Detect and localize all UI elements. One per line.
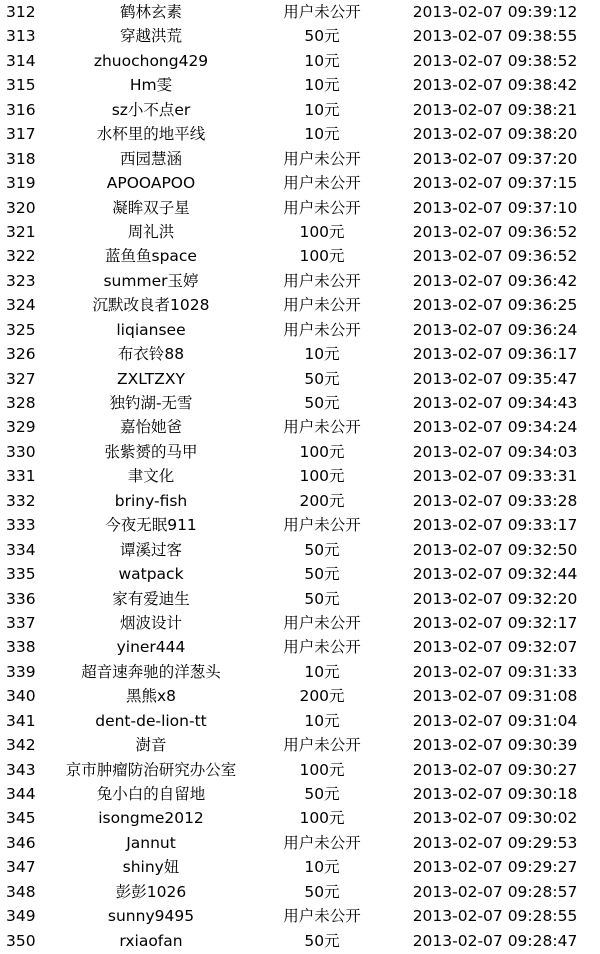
table-row	[0, 513, 600, 537]
row-number: 326	[6, 345, 36, 364]
donation-amount: 10元	[304, 76, 340, 95]
donation-amount: 50元	[304, 785, 340, 803]
table-row	[0, 782, 600, 806]
donation-time: 2013-02-07 09:39:12	[412, 3, 578, 21]
row-number: 337	[6, 613, 36, 632]
donation-amount: 10元	[304, 125, 340, 144]
row-number: 321	[6, 222, 36, 241]
donor-name: watpack	[118, 565, 184, 584]
donor-name: 澍音	[135, 736, 167, 755]
table-row	[0, 440, 600, 464]
table-row	[0, 0, 600, 24]
table-row	[0, 660, 600, 684]
table-row	[0, 831, 600, 855]
donation-amount: 50元	[304, 394, 340, 412]
donation-time: 2013-02-07 09:36:52	[412, 222, 578, 241]
donation-amount: 50元	[304, 369, 340, 388]
donor-name: 黑熊x8	[125, 687, 177, 706]
donor-name: 水杯里的地平线	[96, 125, 206, 144]
donation-amount: 50元	[304, 882, 340, 901]
table-row	[0, 684, 600, 708]
row-number: 336	[6, 589, 36, 608]
donation-amount: 用户未公开	[283, 418, 361, 437]
table-row	[0, 147, 600, 171]
row-number: 339	[6, 662, 36, 681]
donation-time: 2013-02-07 09:31:08	[412, 687, 578, 706]
donor-name: 蓝鱼鱼space	[105, 247, 197, 266]
donation-time: 2013-02-07 09:37:15	[412, 174, 578, 193]
donation-amount: 用户未公开	[283, 174, 361, 193]
table-row	[0, 367, 600, 391]
donation-amount: 200元	[299, 491, 345, 510]
donation-amount: 用户未公开	[283, 198, 361, 217]
row-number: 338	[6, 638, 36, 657]
donation-amount: 用户未公开	[283, 736, 361, 755]
donation-time: 2013-02-07 09:38:55	[412, 27, 578, 46]
donor-name: isongme2012	[98, 809, 204, 828]
table-row	[0, 611, 600, 635]
table-row	[0, 929, 600, 953]
table-row	[0, 635, 600, 659]
donation-amount: 100元	[299, 809, 345, 828]
donation-amount: 100元	[299, 760, 345, 779]
row-number: 319	[6, 174, 36, 193]
table-row	[0, 880, 600, 904]
donation-time: 2013-02-07 09:30:18	[412, 785, 578, 803]
donation-amount: 50元	[304, 589, 340, 608]
donor-name: rxiaofan	[119, 931, 183, 950]
donor-name: yiner444	[116, 638, 186, 657]
donation-time: 2013-02-07 09:30:39	[412, 736, 578, 755]
donor-name: Hm雯	[129, 76, 173, 95]
donor-name: 超音速奔驰的洋葱头	[81, 662, 221, 681]
donor-name: sz小不点er	[111, 100, 191, 119]
donor-name: APOOAPOO	[106, 174, 196, 193]
row-number: 332	[6, 491, 36, 510]
donor-name: briny-fish	[114, 491, 188, 510]
donation-time: 2013-02-07 09:29:27	[412, 858, 578, 877]
donation-amount: 用户未公开	[283, 907, 361, 926]
row-number: 318	[6, 149, 36, 168]
table-row	[0, 538, 600, 562]
donation-time: 2013-02-07 09:32:20	[412, 589, 578, 608]
donation-time: 2013-02-07 09:30:27	[412, 760, 578, 779]
donation-time: 2013-02-07 09:33:31	[412, 467, 578, 486]
table-row	[0, 122, 600, 146]
donation-time: 2013-02-07 09:32:44	[412, 565, 578, 584]
donation-amount: 100元	[299, 247, 345, 266]
row-number: 316	[6, 100, 36, 119]
table-row	[0, 244, 600, 268]
row-number: 334	[6, 540, 36, 559]
donor-name: 鹤林玄素	[119, 3, 182, 21]
donor-name: ZXLTZXY	[117, 369, 185, 388]
row-number: 342	[6, 736, 36, 755]
row-number: 349	[6, 907, 36, 926]
table-row	[0, 98, 600, 122]
row-number: 333	[6, 516, 36, 535]
donor-name: Jannut	[126, 833, 176, 852]
donation-time: 2013-02-07 09:30:02	[412, 809, 578, 828]
table-row	[0, 587, 600, 611]
donation-time: 2013-02-07 09:38:52	[412, 51, 578, 70]
row-number: 324	[6, 296, 36, 315]
row-number: 313	[6, 27, 36, 46]
donor-name: 张紫赟的马甲	[104, 442, 198, 461]
donation-amount: 50元	[304, 540, 340, 559]
donation-time: 2013-02-07 09:35:47	[412, 369, 578, 388]
donor-name: 西园慧涵	[119, 149, 182, 168]
donation-time: 2013-02-07 09:28:55	[412, 907, 578, 926]
donor-name: liqiansee	[116, 320, 186, 339]
row-number: 325	[6, 320, 36, 339]
donation-amount: 50元	[304, 931, 340, 950]
donation-amount: 10元	[304, 858, 340, 877]
row-number: 348	[6, 882, 36, 901]
donation-amount: 10元	[304, 100, 340, 119]
donation-time: 2013-02-07 09:36:42	[412, 271, 578, 290]
table-row	[0, 489, 600, 513]
donation-amount: 50元	[304, 565, 340, 584]
donor-name: 京市肿瘤防治研究办公室	[65, 760, 237, 779]
donor-name: 布衣铃88	[117, 345, 185, 364]
donation-amount: 用户未公开	[283, 149, 361, 168]
donation-time: 2013-02-07 09:31:33	[412, 662, 578, 681]
donation-time: 2013-02-07 09:36:24	[412, 320, 578, 339]
donation-amount: 50元	[304, 27, 340, 46]
donation-time: 2013-02-07 09:38:42	[412, 76, 578, 95]
donor-name: 独钓湖-无雪	[109, 394, 193, 412]
donation-amount: 用户未公开	[283, 613, 361, 632]
donor-name: 兔小白的自留地	[96, 785, 206, 803]
row-number: 314	[6, 51, 36, 70]
row-number: 328	[6, 394, 36, 412]
donation-amount: 用户未公开	[283, 271, 361, 290]
donor-name: summer玉婷	[103, 271, 199, 290]
table-row	[0, 49, 600, 73]
donation-amount: 用户未公开	[283, 516, 361, 535]
donation-amount: 100元	[299, 467, 345, 486]
donation-time: 2013-02-07 09:32:17	[412, 613, 578, 632]
donor-name: shiny妞	[122, 858, 180, 877]
table-row	[0, 171, 600, 195]
row-number: 312	[6, 3, 36, 21]
donation-time: 2013-02-07 09:32:07	[412, 638, 578, 657]
table-row	[0, 904, 600, 928]
donation-time: 2013-02-07 09:34:24	[412, 418, 578, 437]
donation-amount: 用户未公开	[283, 296, 361, 315]
table-row	[0, 293, 600, 317]
donation-time: 2013-02-07 09:28:57	[412, 882, 578, 901]
donation-time: 2013-02-07 09:33:28	[412, 491, 578, 510]
row-number: 330	[6, 442, 36, 461]
table-row	[0, 318, 600, 342]
donor-name: 周礼洪	[127, 222, 175, 241]
donation-time: 2013-02-07 09:37:20	[412, 149, 578, 168]
row-number: 345	[6, 809, 36, 828]
table-row	[0, 758, 600, 782]
donor-name: 沉默改良者1028	[92, 296, 210, 315]
row-number: 341	[6, 711, 36, 730]
row-number: 331	[6, 467, 36, 486]
row-number: 335	[6, 565, 36, 584]
donor-name: 聿文化	[127, 467, 175, 486]
donation-time: 2013-02-07 09:34:43	[412, 394, 578, 412]
donation-time: 2013-02-07 09:36:17	[412, 345, 578, 364]
donation-amount: 用户未公开	[283, 320, 361, 339]
donation-amount: 10元	[304, 662, 340, 681]
donation-amount: 10元	[304, 345, 340, 364]
donation-amount: 200元	[299, 687, 345, 706]
donation-time: 2013-02-07 09:38:21	[412, 100, 578, 119]
row-number: 343	[6, 760, 36, 779]
donation-time: 2013-02-07 09:37:10	[412, 198, 578, 217]
row-number: 320	[6, 198, 36, 217]
row-number: 327	[6, 369, 36, 388]
donor-name: 彭彭1026	[115, 882, 187, 901]
donation-time: 2013-02-07 09:36:25	[412, 296, 578, 315]
row-number: 344	[6, 785, 36, 803]
row-number: 322	[6, 247, 36, 266]
donation-time: 2013-02-07 09:32:50	[412, 540, 578, 559]
donation-time: 2013-02-07 09:31:04	[412, 711, 578, 730]
table-row	[0, 391, 600, 415]
donor-name: 嘉怡她爸	[119, 418, 182, 437]
donor-name: 家有爱迪生	[112, 589, 190, 608]
donor-name: 凝眸双子星	[112, 198, 190, 217]
table-row	[0, 415, 600, 439]
donation-time: 2013-02-07 09:38:20	[412, 125, 578, 144]
donor-name: 今夜无眠911	[105, 516, 197, 535]
donation-time: 2013-02-07 09:36:52	[412, 247, 578, 266]
row-number: 340	[6, 687, 36, 706]
table-row	[0, 73, 600, 97]
donor-name: sunny9495	[107, 907, 195, 926]
donation-time: 2013-02-07 09:28:47	[412, 931, 578, 950]
donation-time: 2013-02-07 09:29:53	[412, 833, 578, 852]
table-row	[0, 709, 600, 733]
table-row	[0, 562, 600, 586]
row-number: 347	[6, 858, 36, 877]
table-row	[0, 220, 600, 244]
donation-amount: 用户未公开	[283, 833, 361, 852]
table-row	[0, 196, 600, 220]
row-number: 329	[6, 418, 36, 437]
row-number: 346	[6, 833, 36, 852]
row-number: 315	[6, 76, 36, 95]
donation-time: 2013-02-07 09:33:17	[412, 516, 578, 535]
donor-name: 穿越洪荒	[119, 27, 182, 46]
table-row	[0, 342, 600, 366]
table-row	[0, 855, 600, 879]
row-number: 323	[6, 271, 36, 290]
donation-time: 2013-02-07 09:34:03	[412, 442, 578, 461]
donor-name: zhuochong429	[93, 51, 209, 70]
row-number: 350	[6, 931, 36, 950]
row-number: 317	[6, 125, 36, 144]
table-row	[0, 806, 600, 830]
donation-amount: 100元	[299, 222, 345, 241]
donor-name: 谭溪过客	[119, 540, 182, 559]
donation-amount: 用户未公开	[283, 3, 361, 21]
table-row	[0, 269, 600, 293]
donation-amount: 100元	[299, 442, 345, 461]
donor-name: 烟波设计	[119, 613, 182, 632]
table-row	[0, 733, 600, 757]
table-row	[0, 464, 600, 488]
donor-name: dent-de-lion-tt	[95, 711, 207, 730]
donation-amount: 10元	[304, 51, 340, 70]
donation-amount: 用户未公开	[283, 638, 361, 657]
donation-amount: 10元	[304, 711, 340, 730]
table-row	[0, 24, 600, 48]
